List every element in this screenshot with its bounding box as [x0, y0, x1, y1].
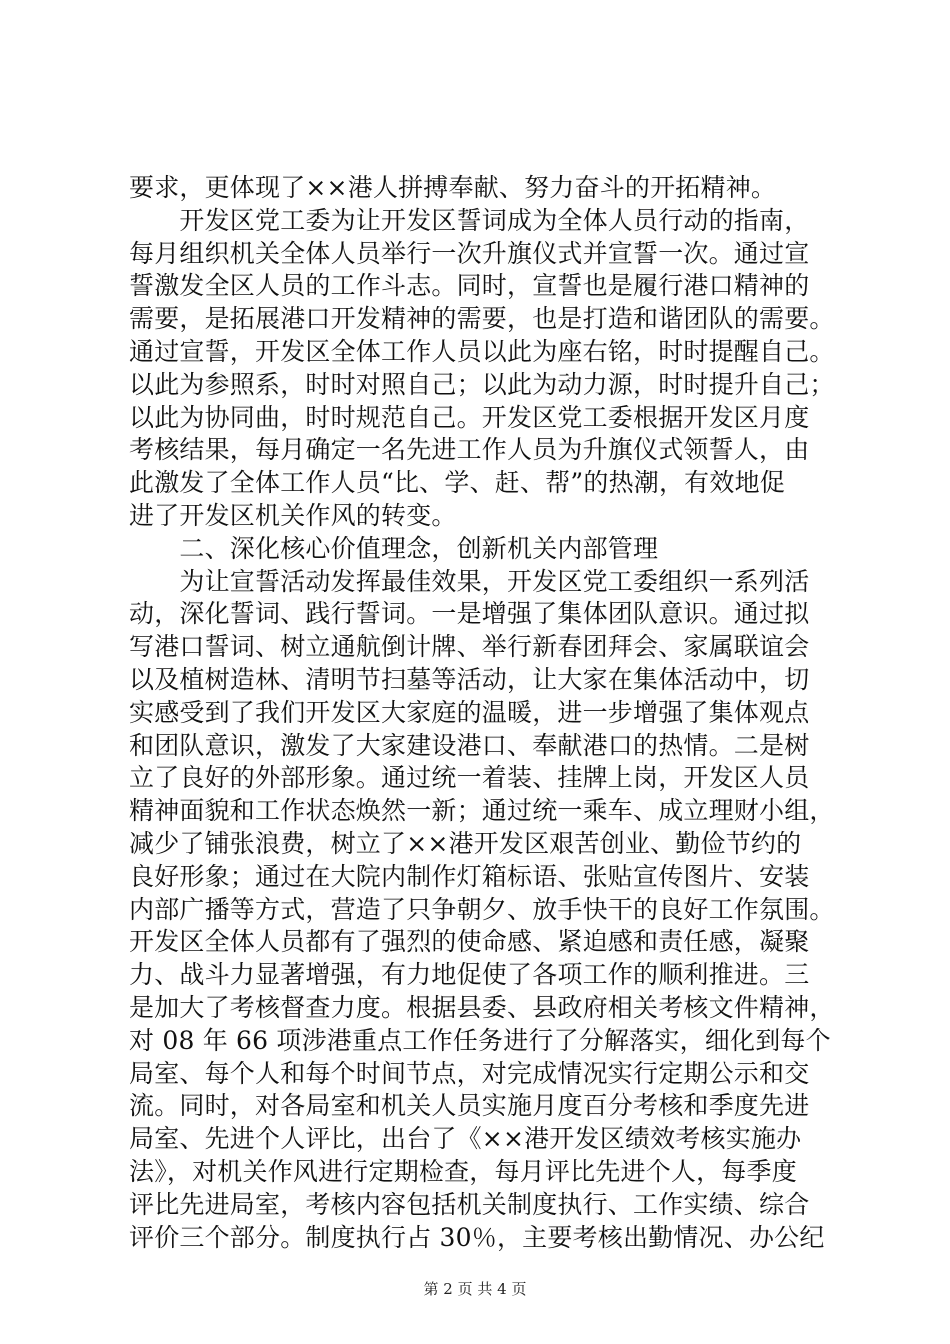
text-line: 誓激发全区人员的工作斗志。同时，宣誓也是履行港口精神的	[129, 271, 810, 301]
text-line: 局室、每个人和每个时间节点，对完成情况实行定期公示和交	[129, 1058, 810, 1088]
text-line: 开发区全体人员都有了强烈的使命感、紧迫感和责任感，凝聚	[129, 927, 810, 957]
text-line: 法》，对机关作风进行定期检查，每月评比先进个人，每季度	[129, 1156, 797, 1186]
text-line: 以此为参照系，时时对照自己；以此为动力源，时时提升自己；	[129, 369, 835, 399]
text-line: 此激发了全体工作人员“比、学、赶、帮”的热潮，有效地促	[129, 468, 785, 498]
text-line: 评比先进局室，考核内容包括机关制度执行、工作实绩、综合	[129, 1189, 810, 1219]
text-line: 力、战斗力显著增强，有力地促使了各项工作的顺利推进。三	[129, 960, 810, 990]
text-line: 每月组织机关全体人员举行一次升旗仪式并宣誓一次。通过宣	[129, 238, 810, 268]
text-line: 动，深化誓词、践行誓词。一是增强了集体团队意识。通过拟	[129, 599, 810, 629]
text-line: 以及植树造林、清明节扫墓等活动，让大家在集体活动中，切	[129, 664, 810, 694]
text-line: 进了开发区机关作风的转变。	[129, 500, 457, 530]
text-line: 要求，更体现了××港人拼搏奉献、努力奋斗的开拓精神。	[129, 173, 777, 202]
text-line: 良好形象；通过在大院内制作灯箱标语、张贴宣传图片、安装	[129, 861, 810, 891]
text-line: 对 08 年 66 项涉港重点工作任务进行了分解落实，细化到每个	[129, 1025, 831, 1055]
text-line: 精神面貌和工作状态焕然一新；通过统一乘车、成立理财小组，	[129, 796, 835, 826]
text-line: 是加大了考核督查力度。根据县委、县政府相关考核文件精神，	[129, 992, 835, 1022]
text-line: 通过宣誓，开发区全体工作人员以此为座右铭，时时提醒自己。	[129, 336, 835, 366]
page-footer: 第 2 页 共 4 页	[423, 1280, 527, 1298]
text-line: 流。同时，对各局室和机关人员实施月度百分考核和季度先进	[129, 1091, 810, 1121]
text-line: 以此为协同曲，时时规范自己。开发区党工委根据开发区月度	[129, 402, 810, 432]
text-line: 减少了铺张浪费，树立了××港开发区艰苦创业、勤俭节约的	[129, 828, 802, 858]
text-line: 写港口誓词、树立通航倒计牌、举行新春团拜会、家属联谊会	[129, 632, 810, 662]
text-line: 二、深化核心价值理念，创新机关内部管理	[129, 533, 659, 563]
text-line: 开发区党工委为让开发区誓词成为全体人员行动的指南，	[129, 205, 810, 235]
text-line: 局室、先进个人评比，出台了《××港开发区绩效考核实施办	[129, 1124, 802, 1154]
text-line: 立了良好的外部形象。通过统一着装、挂牌上岗，开发区人员	[129, 763, 810, 793]
document-body	[129, 172, 834, 1254]
text-line: 评价三个部分。制度执行占 30％，主要考核出勤情况、办公纪	[129, 1222, 825, 1252]
text-line: 实感受到了我们开发区大家庭的温暖，进一步增强了集体观点	[129, 697, 810, 727]
text-line: 考核结果，每月确定一名先进工作人员为升旗仪式领誓人，由	[129, 435, 810, 465]
text-line: 和团队意识，激发了大家建设港口、奉献港口的热情。二是树	[129, 730, 810, 760]
text-line: 为让宣誓活动发挥最佳效果，开发区党工委组织一系列活	[129, 566, 810, 596]
text-line: 需要，是拓展港口开发精神的需要，也是打造和谐团队的需要。	[129, 304, 835, 334]
text-line: 内部广播等方式，营造了只争朝夕、放手快干的良好工作氛围。	[129, 894, 835, 924]
